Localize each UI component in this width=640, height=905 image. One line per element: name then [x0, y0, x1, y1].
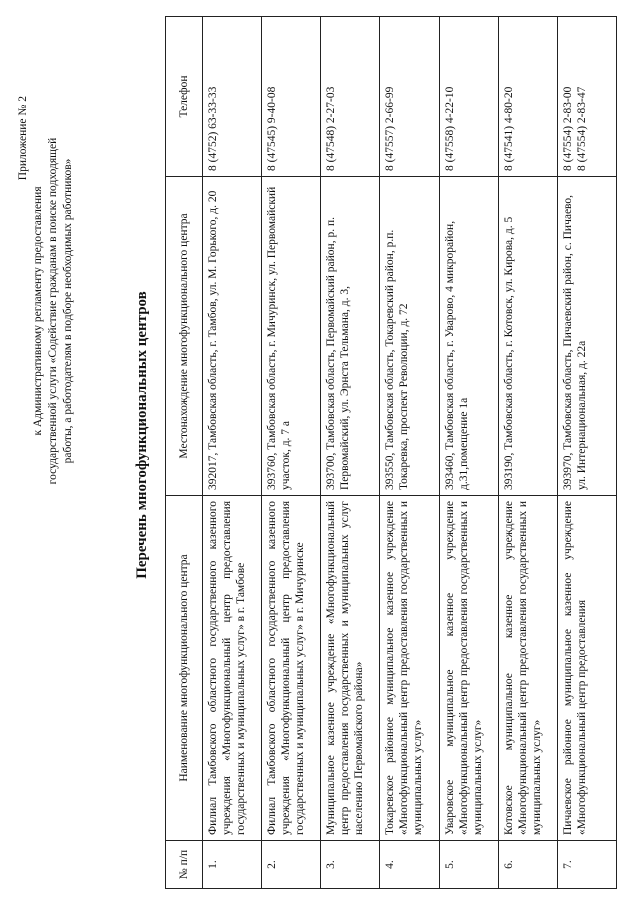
- column-header-phone: Телефон: [166, 17, 203, 177]
- appendix-reference-line: работы, а работодателям в подборе необходимых работников»: [61, 158, 74, 464]
- appendix-reference-line: государственной услуги «Содействие гражданам в поиске подходящей: [46, 137, 59, 485]
- appendix-reference-line: к Административному регламенту предоставления: [31, 186, 44, 436]
- appendix-header: [16, 86, 76, 536]
- appendix-number: Приложение № 2: [17, 96, 29, 181]
- table-row: [439, 17, 498, 889]
- column-header-address: Местонахождение многофункционального центра: [166, 177, 203, 496]
- center-phone: 8 (47548) 2-27-03: [321, 17, 380, 177]
- table-row: [262, 17, 321, 889]
- row-number: 2.: [262, 841, 321, 889]
- column-header-name: Наименование многофункционального центра: [166, 496, 203, 841]
- center-phone: 8 (47545) 9-40-08: [262, 17, 321, 177]
- center-name: Котовское муниципальное казенное учреждение «Многофункциональный центр предоставления государственных и муниципальных услуг»: [498, 496, 557, 841]
- table-row: [498, 17, 557, 889]
- center-name: Пичаевское районное муниципальное казенное учреждение «Многофункциональный центр предоставления: [557, 496, 616, 841]
- table-row: [203, 17, 262, 889]
- center-name: Филиал Тамбовского областного государственного казенного учреждения «Многофункциональный центр предоставления государственных и муниципальных услуг» в г. Мичуринске: [262, 496, 321, 841]
- row-number: 7.: [557, 841, 616, 889]
- row-number: 1.: [203, 841, 262, 889]
- center-phone: 8 (4752) 63-33-33: [203, 17, 262, 177]
- center-name: Муниципальное казенное учреждение «Многофункциональный центр предоставления государственных и муниципальных услуг населению Первомайского района»: [321, 496, 380, 841]
- center-name: Токаревское районное муниципальное казенное учреждение «Многофункциональный центр предоставления государственных и муниципальных услуг»: [380, 496, 439, 841]
- center-phone-primary: 8 (47554) 2-83-00: [561, 86, 574, 171]
- center-phone: 8 (47558) 4-22-10: [439, 17, 498, 177]
- center-phone: [557, 17, 616, 177]
- row-number: 6.: [498, 841, 557, 889]
- row-number: 4.: [380, 841, 439, 889]
- row-number: 3.: [321, 841, 380, 889]
- center-phone: 8 (47541) 4-80-20: [498, 17, 557, 177]
- center-phone: 8 (47557) 2-66-99: [380, 17, 439, 177]
- center-phone-secondary: 8 (47554) 2-83-47: [575, 86, 588, 171]
- centers-table: [165, 16, 617, 889]
- column-header-number: № п/п: [166, 841, 203, 889]
- row-number: 5.: [439, 841, 498, 889]
- table-row: [557, 17, 616, 889]
- center-name: Уваровское муниципальное казенное учреждение «Многофункциональный центр предоставления государственных и муниципальных услуг»: [439, 496, 498, 841]
- center-address: 393760, Тамбовская область, г. Мичуринск, ул. Первомайский участок, д. 7 а: [262, 177, 321, 496]
- center-address: 392017, Тамбовская область, г. Тамбов, ул. М. Горького, д. 20: [203, 177, 262, 496]
- center-address: 393460, Тамбовская область, г. Уварово, 4 микрорайон, д.31,помещение 1а: [439, 177, 498, 496]
- page-title: Перечень многофункциональных центров: [134, 291, 150, 579]
- center-address: 393970, Тамбовская область, Пичаевский район, с. Пичаево, ул. Интернациональная, д. 22а: [557, 177, 616, 496]
- center-address: 393700, Тамбовская область, Первомайский район, р. п. Первомайский, ул. Эрнста Тельмана, д. 3,: [321, 177, 380, 496]
- center-address: 393550, Тамбовская область, Токаревский район, р.п. Токаревка, проспект Революции, д. 72: [380, 177, 439, 496]
- table-row: [380, 17, 439, 889]
- table-header-row: [166, 17, 203, 889]
- center-name: Филиал Тамбовского областного государственного казенного учреждения «Многофункциональный центр предоставления государственных и муниципальных услуг» в г. Тамбове: [203, 496, 262, 841]
- table-row: [321, 17, 380, 889]
- center-address: 393190, Тамбовская область, г. Котовск, ул. Кирова, д. 5: [498, 177, 557, 496]
